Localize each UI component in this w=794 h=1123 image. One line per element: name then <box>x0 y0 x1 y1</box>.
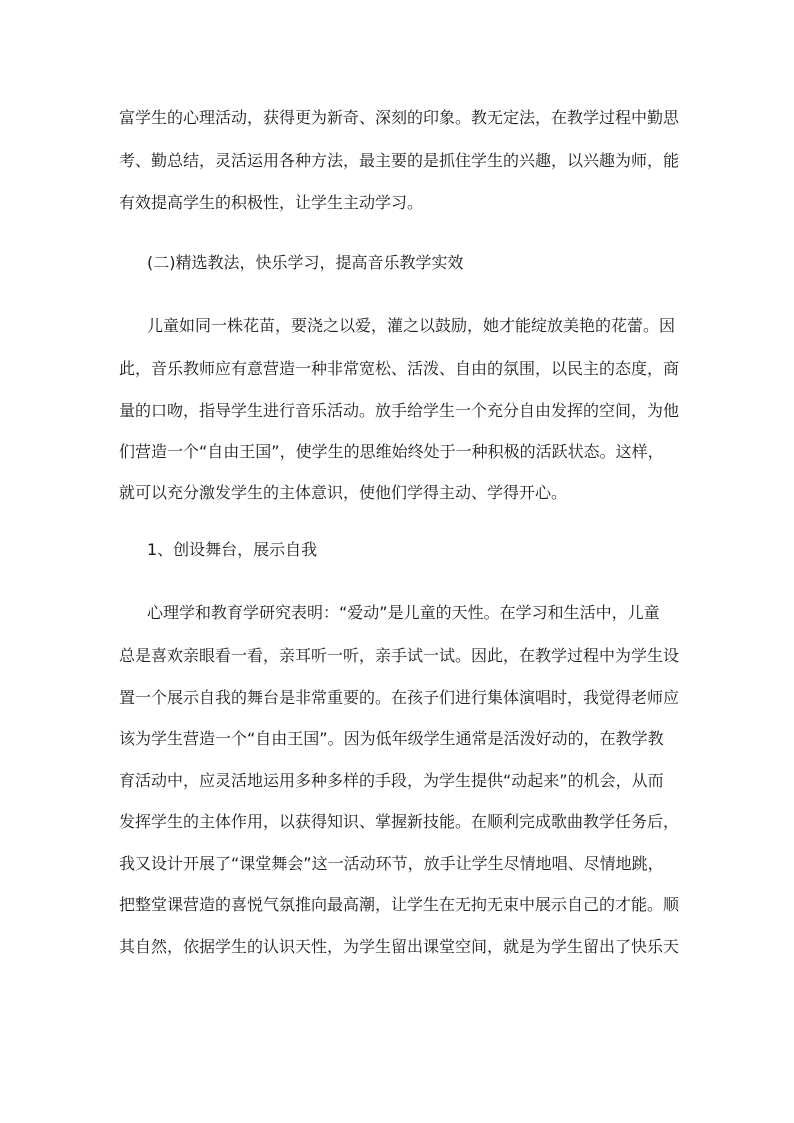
paragraph-2-line-3: 量的口吻，指导学生进行音乐活动。放手给学生一个充分自由发挥的空间，为他 <box>119 401 680 420</box>
subsection-heading: 1、创设舞台，展示自我 <box>147 540 318 559</box>
section-heading: (二)精选教法，快乐学习，提高音乐教学实效 <box>147 253 464 272</box>
paragraph-1-line-3: 有效提高学生的积极性，让学生主动学习。 <box>119 193 424 212</box>
paragraph-3-line-4: 该为学生营造一个“自由王国”。因为低年级学生通常是活泼好动的，在教学教 <box>119 729 664 748</box>
paragraph-3-line-2: 总是喜欢亲眼看一看，亲耳听一听，亲手试一试。因此，在教学过程中为学生设 <box>119 646 680 665</box>
paragraph-2-line-4: 们营造一个“自由王国”，使学生的思维始终处于一种积极的活跃状态。这样， <box>119 442 664 461</box>
paragraph-1-line-2: 考、勤总结，灵活运用各种方法，最主要的是抓住学生的兴趣，以兴趣为师，能 <box>119 151 680 170</box>
paragraph-2-line-2: 此，音乐教师应有意营造一种非常宽松、活泼、自由的氛围，以民主的态度，商 <box>119 359 680 378</box>
paragraph-3-line-5: 育活动中，应灵活地运用多种多样的手段，为学生提供“动起来”的机会，从而 <box>119 771 664 790</box>
paragraph-3-line-9: 其自然，依据学生的认识天性，为学生留出课堂空间，就是为学生留出了快乐天 <box>119 937 680 956</box>
paragraph-3-line-1: 心理学和教育学研究表明：“爱动”是儿童的天性。在学习和生活中，儿童 <box>147 603 660 622</box>
paragraph-2-line-5: 就可以充分激发学生的主体意识，使他们学得主动、学得开心。 <box>119 483 568 502</box>
paragraph-3-line-3: 置一个展示自我的舞台是非常重要的。在孩子们进行集体演唱时，我觉得老师应 <box>119 688 680 707</box>
paragraph-1-line-1: 富学生的心理活动，获得更为新奇、深刻的印象。教无定法，在教学过程中勤思 <box>119 108 680 127</box>
paragraph-2-line-1: 儿童如同一株花苗，要浇之以爱，灌之以鼓励，她才能绽放美艳的花蕾。因 <box>147 316 676 335</box>
paragraph-3-line-8: 把整堂课营造的喜悦气氛推向最高潮，让学生在无拘无束中展示自己的才能。顺 <box>119 895 680 914</box>
paragraph-3-line-7: 我又设计开展了“课堂舞会”这一活动环节，放手让学生尽情地唱、尽情地跳， <box>119 854 664 873</box>
paragraph-3-line-6: 发挥学生的主体作用，以获得知识、掌握新技能。在顺利完成歌曲教学任务后， <box>119 812 680 831</box>
